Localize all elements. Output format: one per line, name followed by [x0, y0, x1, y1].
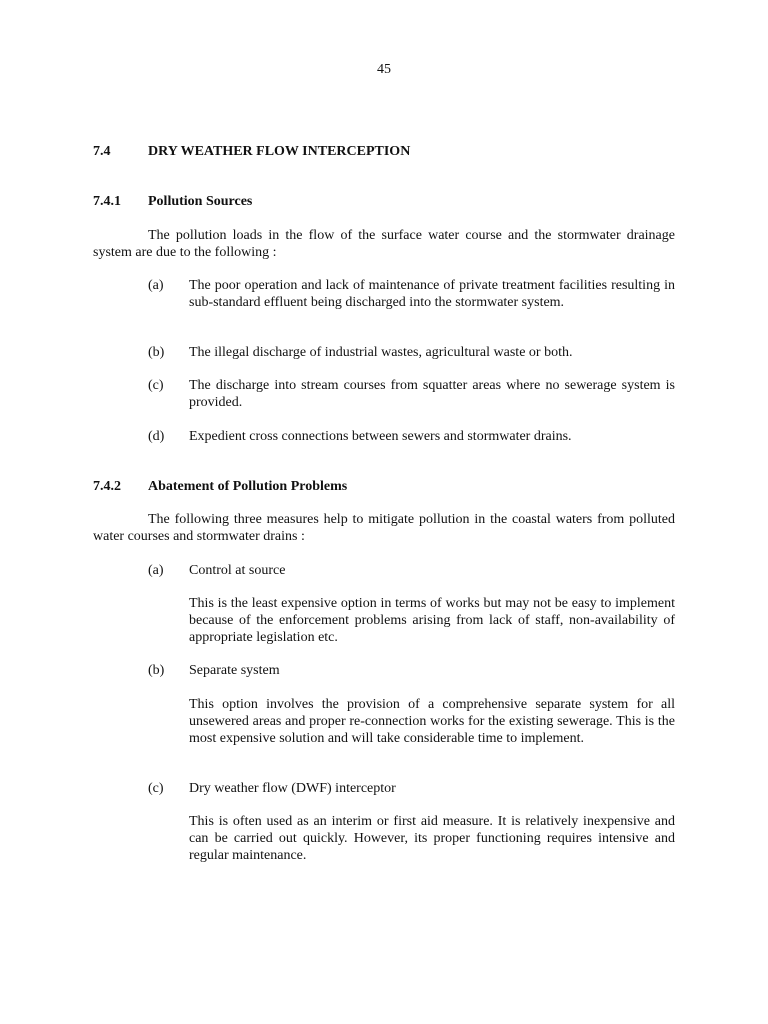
list-marker: (d) — [148, 429, 165, 444]
subsection-title: Abatement of Pollution Problems — [148, 479, 348, 494]
list-item-text: The illegal discharge of industrial wastes, agricultural waste or both. — [189, 345, 573, 360]
measure-description: This is the least expensive option in terms of works but may not be easy to implement because of the enforcement problems arising from lack of staff, non-availability of appropriate legislation etc. — [189, 596, 675, 645]
list-item-label: Separate system — [189, 663, 280, 678]
list-item-text: The poor operation and lack of maintenance of private treatment facilities resulting in sub-standard effluent being discharged into the stormwater system. — [189, 278, 675, 310]
list-item-label: Dry weather flow (DWF) interceptor — [189, 781, 396, 796]
list-item-text: Expedient cross connections between sewers and stormwater drains. — [189, 429, 572, 444]
list-item — [148, 428, 675, 445]
list-marker: (b) — [148, 663, 165, 678]
list-item — [148, 662, 675, 679]
section-title: DRY WEATHER FLOW INTERCEPTION — [148, 144, 411, 159]
subsection-number: 7.4.2 — [93, 479, 121, 494]
list-marker: (a) — [148, 563, 164, 578]
list-item — [148, 780, 675, 797]
section-number: 7.4 — [93, 144, 111, 159]
list-item — [148, 377, 675, 411]
section-heading — [93, 143, 410, 160]
pollution-sources-intro: The pollution loads in the flow of the surface water course and the stormwater drainage system are due to the following : — [93, 228, 675, 260]
list-marker: (a) — [148, 278, 164, 293]
list-marker: (c) — [148, 781, 164, 796]
subsection-number: 7.4.1 — [93, 194, 121, 209]
subsection-heading-pollution-sources — [93, 193, 252, 210]
abatement-intro: The following three measures help to mitigate pollution in the coastal waters from polluted water courses and stormwater drains : — [93, 512, 675, 544]
list-item — [148, 277, 675, 311]
list-item — [148, 562, 675, 579]
list-marker: (c) — [148, 378, 164, 393]
measure-description: This option involves the provision of a comprehensive separate system for all unsewered areas and proper re-connection works for the existing sewerage. This is the most expensive solution and will take considerable time to implement. — [189, 697, 675, 746]
page-number: 45 — [377, 62, 391, 77]
list-item-label: Control at source — [189, 563, 286, 578]
list-item — [148, 344, 675, 361]
subsection-heading-abatement — [93, 478, 347, 495]
measure-description: This is often used as an interim or first aid measure. It is relatively inexpensive and can be carried out quickly. However, its proper functioning requires intensive and regular maintenance. — [189, 814, 675, 863]
list-item-text: The discharge into stream courses from squatter areas where no sewerage system is provided. — [189, 378, 675, 410]
list-marker: (b) — [148, 345, 165, 360]
subsection-title: Pollution Sources — [148, 194, 253, 209]
